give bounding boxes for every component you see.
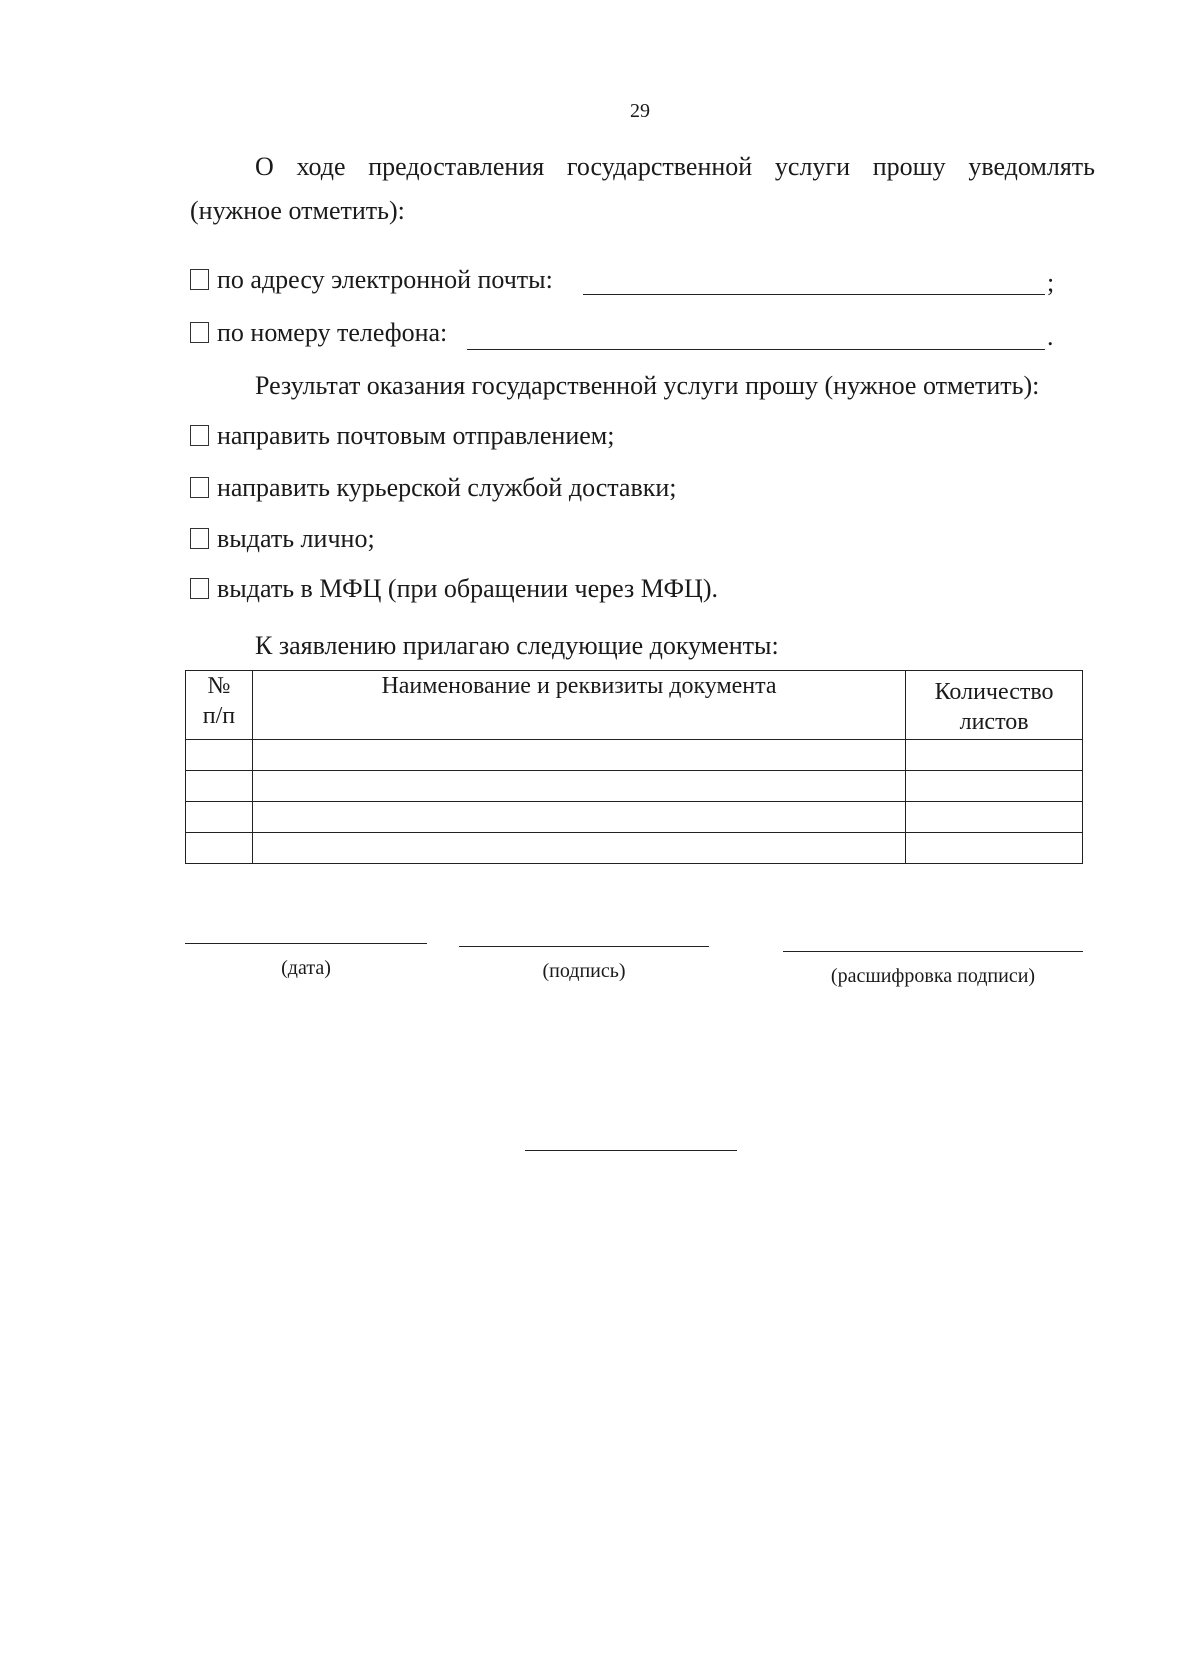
table-cell[interactable] xyxy=(186,740,253,771)
table-cell[interactable] xyxy=(252,802,905,833)
signature-decode-caption: (расшифровка подписи) xyxy=(830,965,1036,987)
table-row xyxy=(186,802,1083,833)
result-option-label: направить курьерской службой доставки; xyxy=(217,473,677,502)
mfc-checkbox[interactable] xyxy=(190,578,209,599)
notify-paragraph xyxy=(190,145,1095,233)
courier-checkbox[interactable] xyxy=(190,477,209,498)
table-cell[interactable] xyxy=(252,740,905,771)
result-heading: Результат оказания государственной услуги прошу (нужное отметить): xyxy=(255,371,1040,400)
email-field[interactable] xyxy=(583,294,1045,295)
table-cell[interactable] xyxy=(186,833,253,864)
phone-end: . xyxy=(1047,322,1054,351)
col-name-header: Наименование и реквизиты документа xyxy=(252,671,905,740)
table-cell[interactable] xyxy=(252,833,905,864)
email-label: по адресу электронной почты: xyxy=(217,265,553,294)
mail-checkbox[interactable] xyxy=(190,425,209,446)
page-number: 29 xyxy=(630,100,650,122)
table-cell[interactable] xyxy=(906,833,1083,864)
table-cell[interactable] xyxy=(186,802,253,833)
date-caption: (дата) xyxy=(281,957,331,979)
attachments-heading: К заявлению прилагаю следующие документы: xyxy=(255,631,779,660)
col-count-line2: листов xyxy=(959,709,1029,735)
result-option-label: направить почтовым отправлением; xyxy=(217,421,615,450)
result-option-mfc[interactable] xyxy=(190,571,718,607)
col-number-line2: п/п xyxy=(202,703,236,729)
signature-caption: (подпись) xyxy=(542,960,626,982)
col-number-line1: № xyxy=(207,673,231,699)
email-end: ; xyxy=(1047,268,1055,297)
table-row xyxy=(186,740,1083,771)
notify-phone-option[interactable] xyxy=(190,315,447,351)
notify-intro: О ходе предоставления государственной услуги прошу уведомлять xyxy=(255,152,1095,181)
table-row xyxy=(186,833,1083,864)
table-cell[interactable] xyxy=(906,771,1083,802)
col-count-line1: Количество xyxy=(934,679,1054,705)
signature-line[interactable] xyxy=(459,946,709,947)
phone-field[interactable] xyxy=(467,349,1045,350)
end-of-document-line xyxy=(525,1150,737,1151)
result-option-courier[interactable] xyxy=(190,470,677,506)
table-cell[interactable] xyxy=(906,740,1083,771)
col-number-header xyxy=(186,671,253,740)
personal-checkbox[interactable] xyxy=(190,528,209,549)
notify-email-option[interactable] xyxy=(190,262,553,298)
result-option-label: выдать лично; xyxy=(217,524,375,553)
signature-decode-line[interactable] xyxy=(783,951,1083,952)
phone-checkbox[interactable] xyxy=(190,322,209,343)
table-cell[interactable] xyxy=(186,771,253,802)
date-line[interactable] xyxy=(185,943,427,944)
result-option-label: выдать в МФЦ (при обращении через МФЦ). xyxy=(217,574,718,603)
table-cell[interactable] xyxy=(906,802,1083,833)
table-header-row xyxy=(186,671,1083,740)
table-cell[interactable] xyxy=(252,771,905,802)
notify-intro-cont: (нужное отметить): xyxy=(190,196,405,225)
email-checkbox[interactable] xyxy=(190,269,209,290)
table-row xyxy=(186,771,1083,802)
result-option-mail[interactable] xyxy=(190,418,614,454)
col-count-header xyxy=(906,671,1083,740)
result-option-personal[interactable] xyxy=(190,521,375,557)
phone-label: по номеру телефона: xyxy=(217,318,448,347)
documents-table xyxy=(185,670,1083,864)
